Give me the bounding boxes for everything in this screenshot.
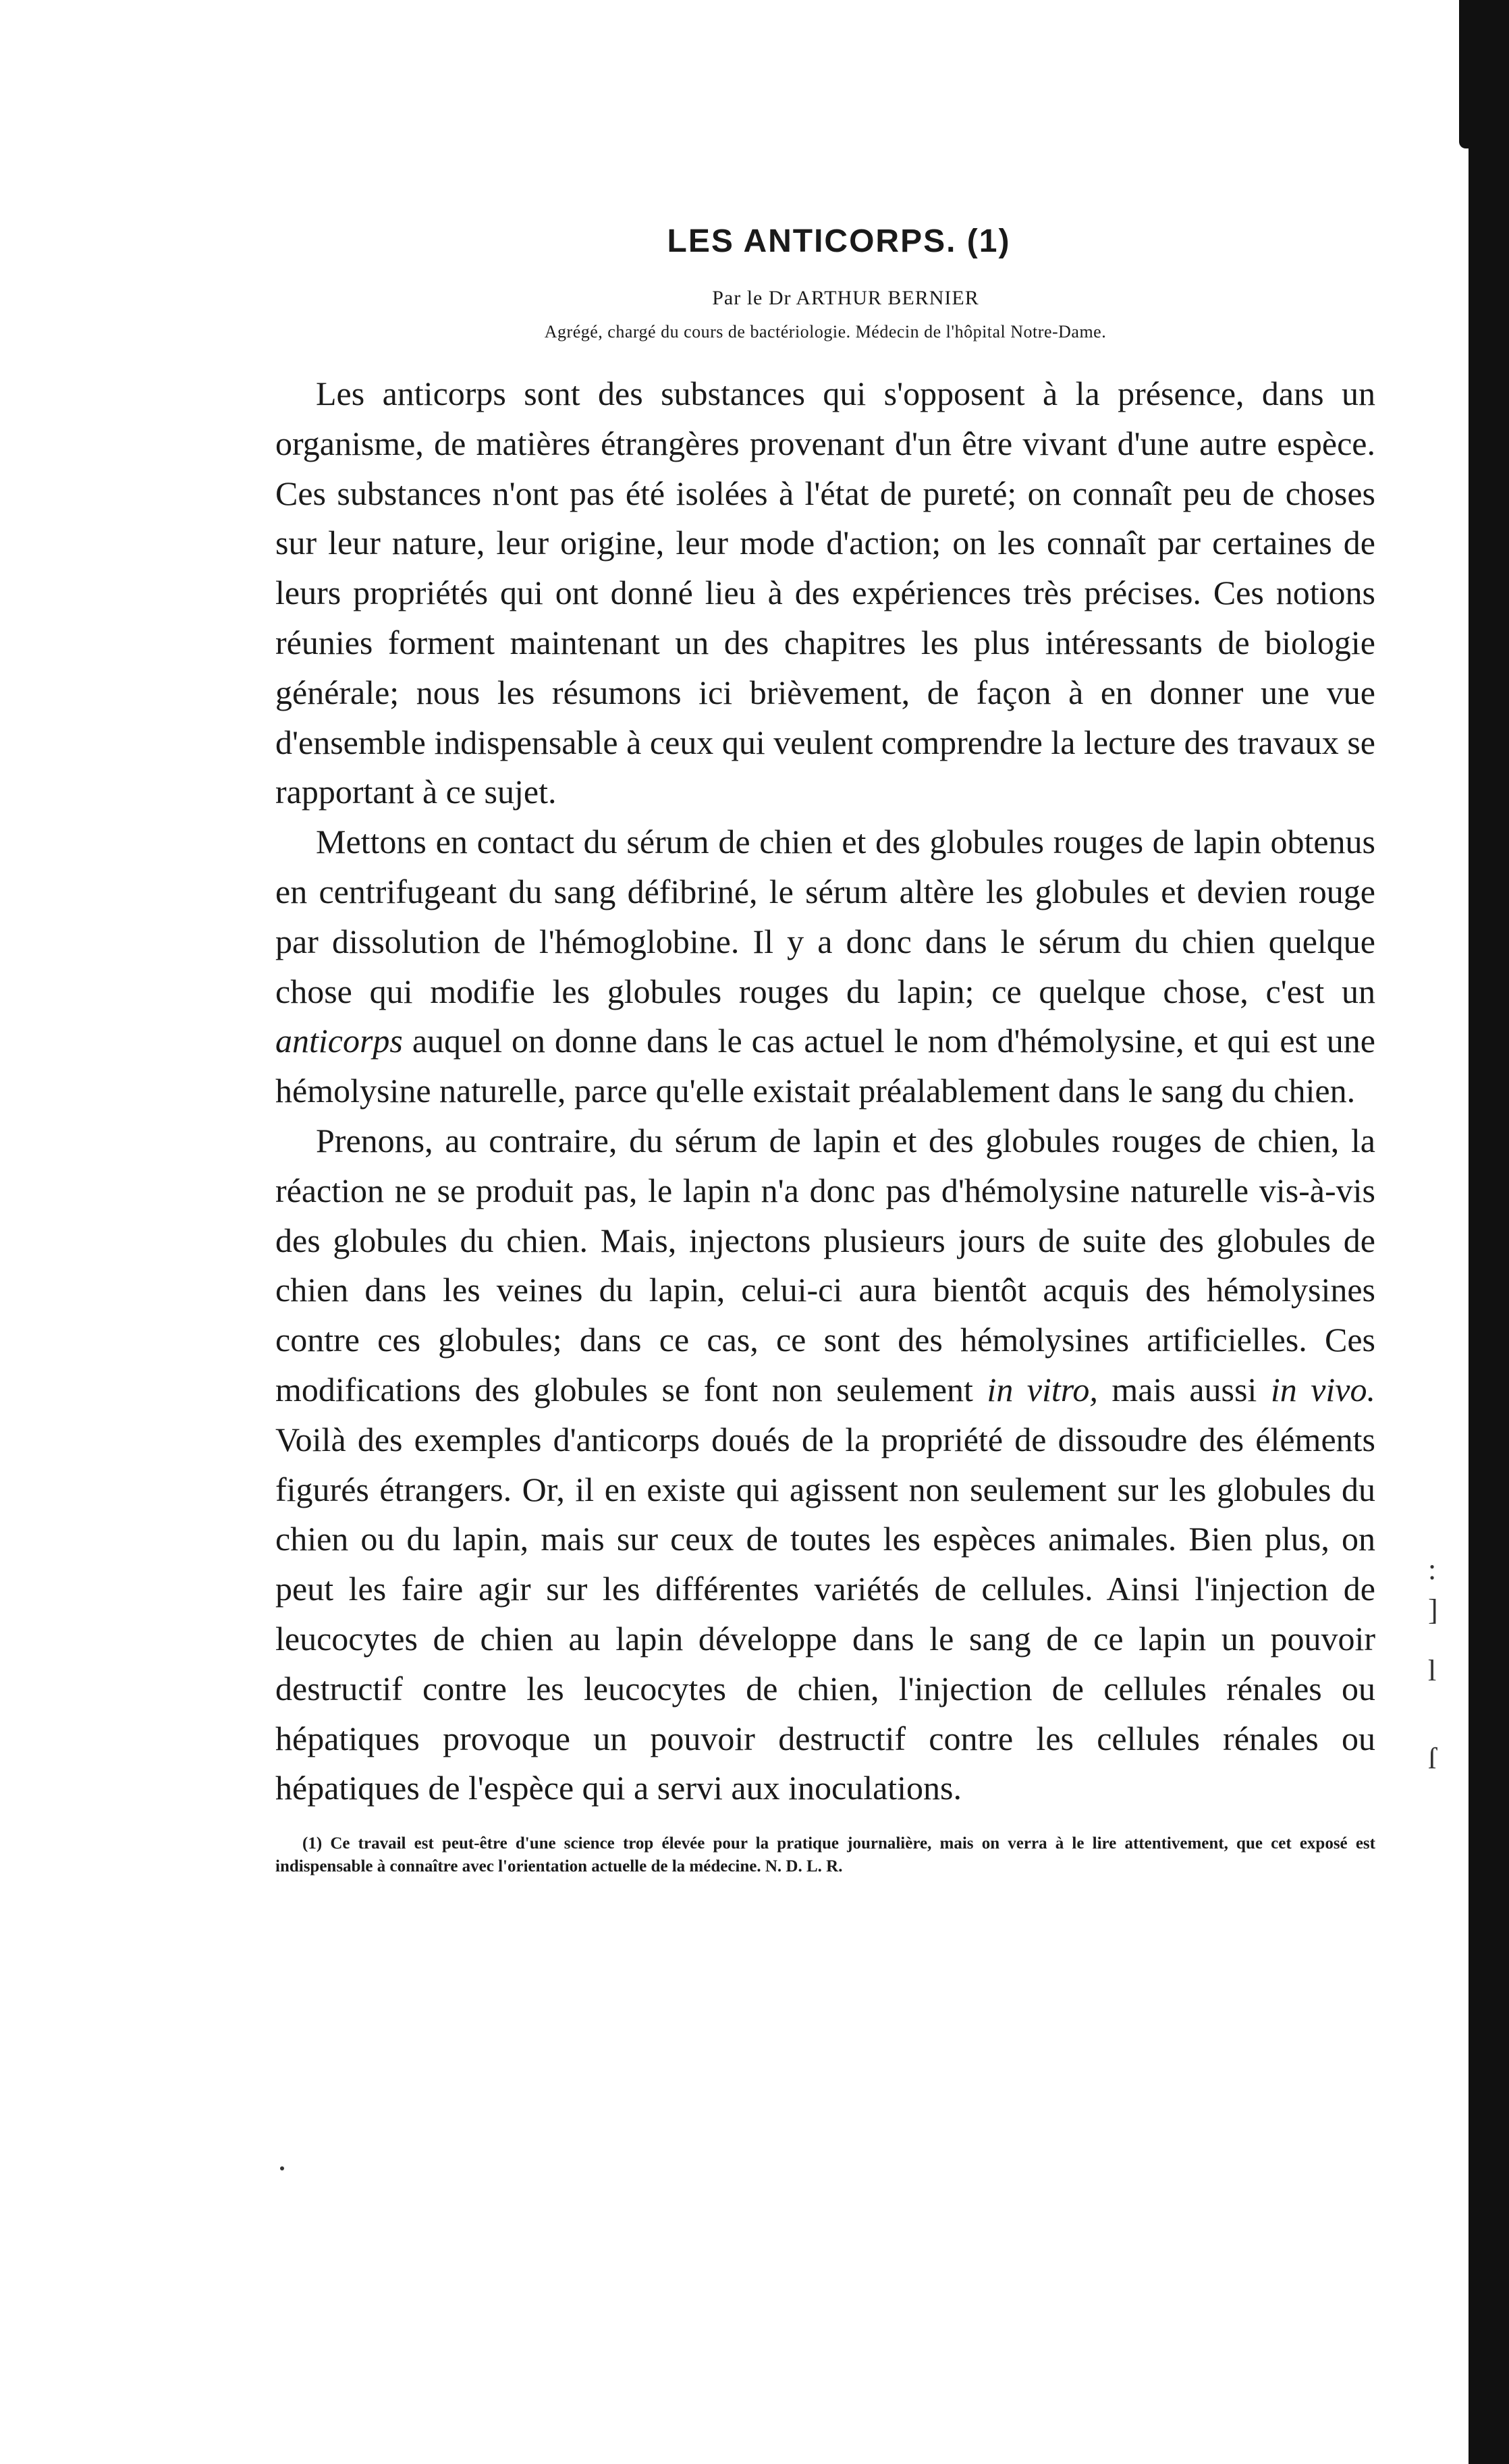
paragraph-2-text-end: auquel on donne dans le cas actuel le nom d'hémolysine, et qui est une hémolysine naturelle, parce qu'elle existait préalablement dans le sang du chien. xyxy=(275,1022,1375,1110)
stray-ink-dot xyxy=(280,2166,284,2170)
paragraph-3 xyxy=(275,1116,1375,1813)
paragraph-1: Les anticorps sont des substances qui s'opposent à la présence, dans un organisme, de matières étrangères provenant d'un être vivant d'une autre espèce. Ces substances n'ont pas été isolées à l'état de pureté; on connaît peu de choses sur leur nature, leur origine, leur mode d'action; on les connaît par certaines de leurs propriétés qui ont donné lieu à des expériences très précises. Ces notions réunies forment maintenant un des chapitres les plus intéressants de biologie générale; nous les résumons ici brièvement, de façon à en donner une vue d'ensemble indispensable à ceux qui veulent comprendre la lecture des travaux se rapportant à ce sujet. xyxy=(275,375,1375,811)
author-affiliation: Agrégé, chargé du cours de bactériologie. Médecin de l'hôpital Notre-Dame. xyxy=(544,322,1107,341)
paragraph-3-text-end: Voilà des exemples d'anticorps doués de la propriété de dissoudre des éléments figurés étrangers. Or, il en existe qui agissent non seulement sur les globules du chien ou du lapin, mais sur ceux de toutes les espèces animales. Bien plus, on peut les faire agir sur les différentes variétés de cellules. Ainsi l'injection de leucocytes de chien au lapin développe dans le sang de ce lapin un pouvoir destructif contre les leucocytes de chien, l'injection de cellules rénales ou hépatiques provoque un pouvoir destructif contre les cellules rénales ou hépatiques de l'espèce qui a servi aux inoculations. xyxy=(275,1420,1375,1807)
footnote: (1) Ce travail est peut-être d'une science trop élevée pour la pratique journalière, mais on verra à le lire attentivement, que cet exposé est indispensable à connaître avec l'orientation actuelle de la médecine. N. D. L. R. xyxy=(275,1834,1375,1876)
article-title: LES ANTICORPS. (1) xyxy=(667,223,1011,259)
scan-edge-shadow xyxy=(1469,0,1509,2464)
paragraph-3-emphasis-in-vivo: in vivo. xyxy=(1270,1370,1375,1408)
paragraph-2-text: Mettons en contact du sérum de chien et des globules rouges de lapin obtenus en centrifugeant du sang défibriné, le sérum altère les globules et devien rouge par dissolution de l'hémoglobine. Il y a donc dans le sérum du chien quelque chose qui modifie les globules rouges du lapin; ce quelque chose, c'est un xyxy=(275,823,1375,1010)
paragraph-3-text-mid: mais aussi xyxy=(1097,1370,1271,1408)
article-author: Par le Dr ARTHUR BERNIER xyxy=(712,287,979,309)
paragraph-3-emphasis-in-vitro: in vitro, xyxy=(987,1370,1098,1408)
paragraph-2-emphasis: anticorps xyxy=(275,1022,403,1060)
margin-marks xyxy=(1428,1552,1455,1957)
margin-mark: ] xyxy=(1428,1593,1438,1626)
paragraph-2 xyxy=(275,817,1375,1116)
article xyxy=(275,223,1375,1878)
paragraph-3-text: Prenons, au contraire, du sérum de lapin et des globules rouges de chien, la réaction ne se produit pas, le lapin n'a donc pas d'hémolysine naturelle vis-à-vis des globules du chien. Mais, injectons plusieurs jours de suite des globules de chien dans les veines du lapin, celui-ci aura bientôt acquis des hémolysines contre ces globules; dans ce cas, ce sont des hémolysines artificielles. Ces modifications des globules se font non seulement xyxy=(275,1121,1375,1408)
margin-mark: ſ xyxy=(1428,1742,1437,1775)
margin-mark: : xyxy=(1428,1553,1437,1586)
margin-mark: l xyxy=(1428,1654,1437,1687)
